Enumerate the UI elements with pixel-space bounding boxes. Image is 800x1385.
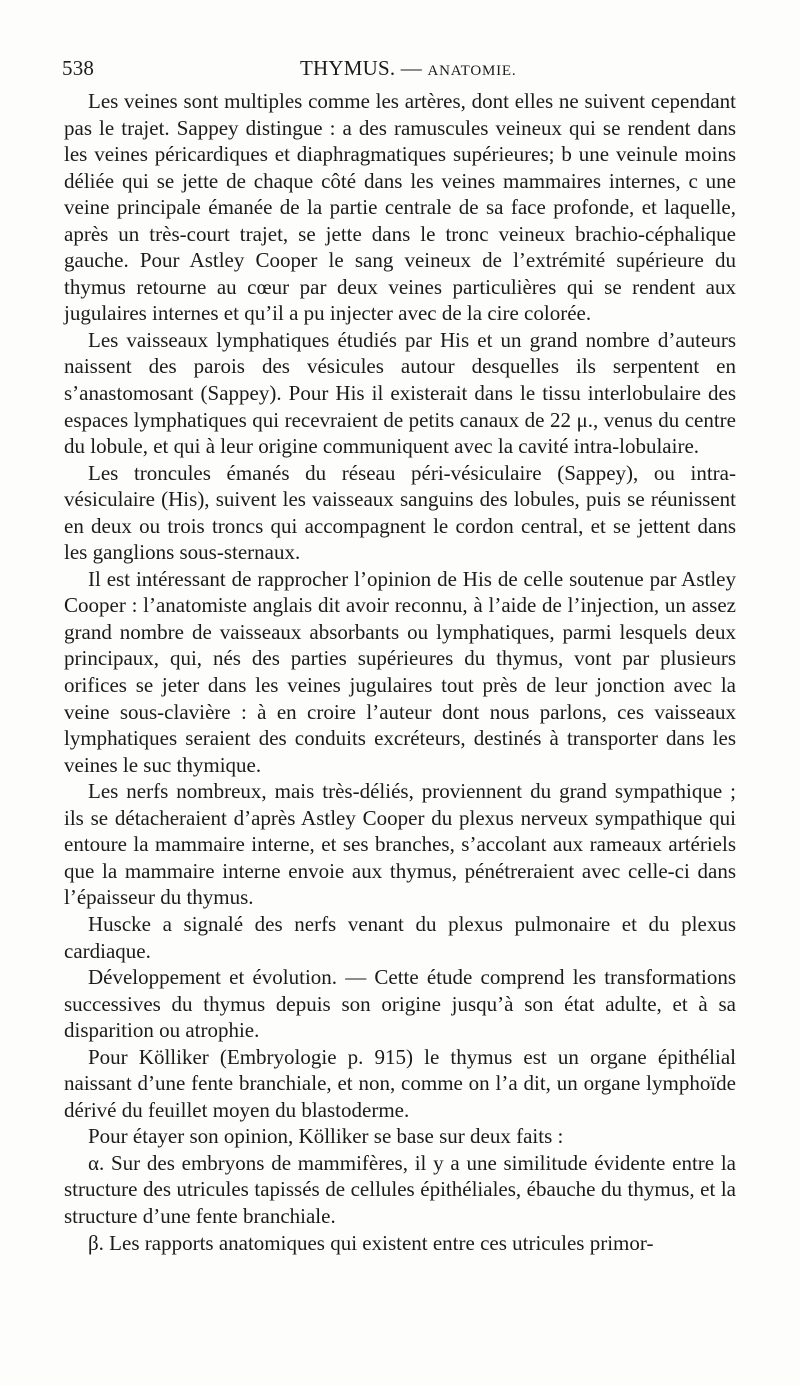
paragraph-fait-beta: β. Les rapports anatomiques qui existent entre ces utricules primor-	[88, 1230, 654, 1255]
paragraph-vaisseaux-lymphatiques: Les vaisseaux lymphatiques étudiés par His et un grand nombre d’auteurs naissent des parois des vésicules autour desquelles ils serpentent en s’anastomosant (Sappey). Pour His il existerait dans le tissu interlobulaire des espaces lymphatiques qui recevraient de petits canaux de 22 μ., venus du centre du lobule, et qui à leur origine communiquent avec la cavité intra-lobulaire.	[64, 327, 736, 459]
paragraph-troncules: Les troncules émanés du réseau péri-vésiculaire (Sappey), ou intra-vésiculaire (His), suivent les vaisseaux sanguins des lobules, puis se réunissent en deux ou trois troncs qui accompagnent le cordon central, et se jettent dans les ganglions sous-sternaux.	[64, 460, 736, 565]
page-number: 538	[62, 56, 95, 80]
paragraph-fait-alpha: α. Sur des embryons de mammifères, il y a une similitude évidente entre la structure des utricules tapissés de cellules épithéliales, ébauche du thymus, et la structure d’une fente branchiale.	[64, 1150, 736, 1228]
running-title-main: THYMUS.	[300, 56, 396, 80]
paragraph-nerfs: Les nerfs nombreux, mais très-déliés, proviennent du grand sympathique ; ils se détacheraient d’après Astley Cooper du plexus nerveux sympathique qui entoure la mammaire interne, et ses branches, s’accolant aux rameaux artériels que la mammaire interne envoie aux thymus, pénétreraient avec celle-ci dans l’épaisseur du thymus.	[64, 779, 736, 910]
paragraph-developpement: Développement et évolution. — Cette étude comprend les transformations successives du thymus depuis son origine jusqu’à son état adulte, et à sa disparition ou atrophie.	[64, 965, 736, 1043]
paragraph-huscke: Huscke a signalé des nerfs venant du plexus pulmonaire et du plexus cardiaque.	[64, 911, 736, 963]
body-text	[64, 88, 736, 1256]
paragraph-kolliker: Pour Kölliker (Embryologie p. 915) le thymus est un organe épithélial naissant d’une fente branchiale, et non, comme on l’a dit, un organe lymphoïde dérivé du feuillet moyen du blastoderme.	[64, 1044, 736, 1122]
running-head	[62, 56, 737, 86]
paragraph-opinion-faits: Pour étayer son opinion, Kölliker se base sur deux faits :	[88, 1124, 564, 1149]
paragraph-veines: Les veines sont multiples comme les artères, dont elles ne suivent cependant pas le trajet. Sappey distingue : a des ramuscules veineux qui se rendent dans les veines péricardiques et diaphragmatiques supérieures; b une veinule moins déliée qui se jette de chaque côté dans les veines mammaires internes, c une veine principale émanée de la partie centrale de sa face profonde, et laquelle, après un très-court trajet, se jette dans le tronc veineux brachio-céphalique gauche. Pour Astley Cooper le sang veineux de l’extrémité supérieure du thymus retourne au cœur par deux veines particulières qui se rendent aux jugulaires internes et qu’il a pu injecter avec de la cire colorée.	[64, 89, 736, 326]
running-title	[300, 56, 516, 81]
running-title-separator: —	[400, 56, 422, 80]
paragraph-opinion-his-cooper: Il est intéressant de rapprocher l’opinion de His de celle soutenue par Astley Cooper : l’anatomiste anglais dit avoir reconnu, à l’aide de l’injection, un assez grand nombre de vaisseaux absorbants ou lymphatiques, parmi lesquels deux principaux, qui, nés des parties supérieures du thymus, vont par plusieurs orifices se jeter dans les veines jugulaires tout près de leur jonction avec la veine sous-clavière : à en croire l’auteur dont nous parlons, ces vaisseaux lymphatiques seraient des conduits excréteurs, destinés à transporter dans les veines le suc thymique.	[64, 566, 736, 777]
running-title-section: ANATOMIE.	[427, 63, 517, 79]
